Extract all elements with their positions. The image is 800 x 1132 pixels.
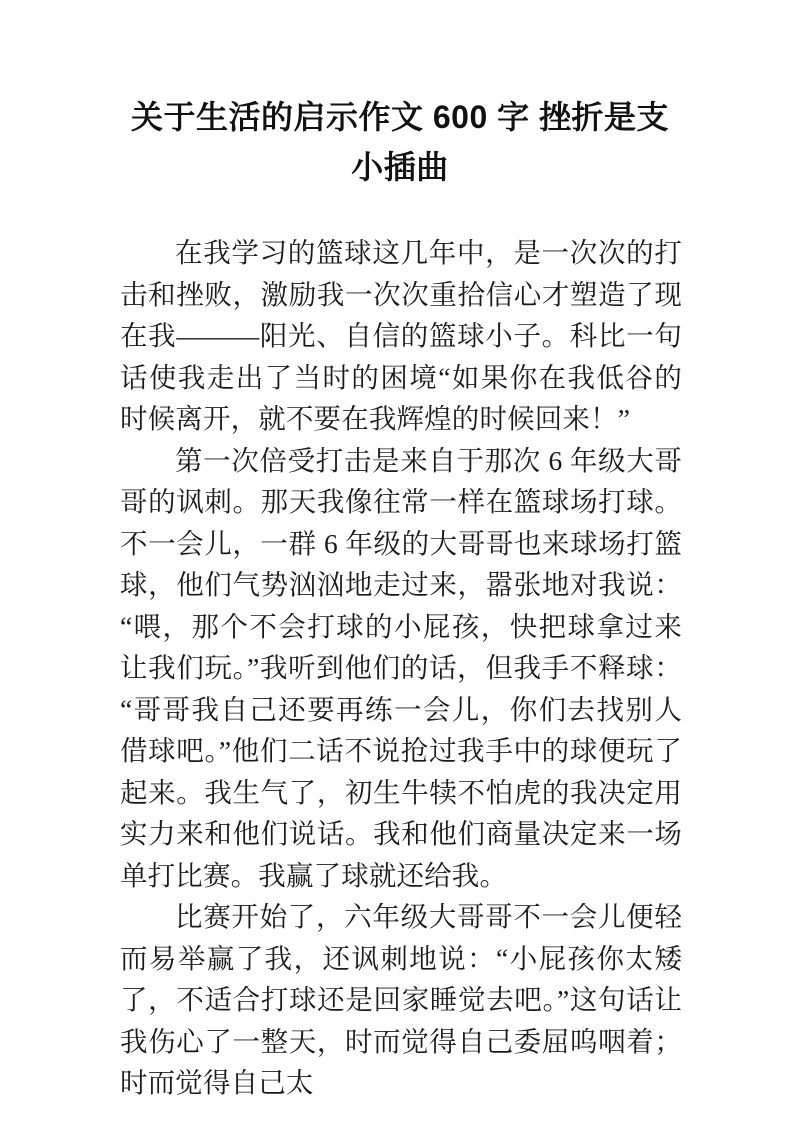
body-paragraph-1: 在我学习的篮球这几年中，是一次次的打击和挫败，激励我一次次重拾信心才塑造了现在我———阳光、自信的篮球小子。科比一句话使我走出了当时的困境“如果你在我低谷的时候离开，就不要在我辉煌的时候回来！” [120, 237, 682, 434]
page-title: 关于生活的启示作文 600 字 挫折是支小插曲 [130, 99, 670, 185]
body-paragraph-2: 第一次倍受打击是来自于那次 6 年级大哥哥的讽刺。那天我像往常一样在篮球场打球。不一会儿，一群 6 年级的大哥哥也来球场打篮球，他们气势汹汹地走过来，嚣张地对我说：“喂，那个不会打球的小屁孩，快把球拿过来让我们玩。”我听到他们的话，但我手不释球：“哥哥我自己还要再练一会儿，你们去找别人借球吧。”他们二话不说抢过我手中的球便玩了起来。我生气了，初生牛犊不怕虎的我决定用实力来和他们说话。我和他们商量决定来一场单打比赛。我赢了球就还给我。 [120, 444, 682, 891]
body-paragraph-3: 比赛开始了，六年级大哥哥不一会儿便轻而易举赢了我，还讽刺地说：“小屁孩你太矮了，不适合打球还是回家睡觉去吧。”这句话让我伤心了一整天，时而觉得自己委屈呜咽着；时而觉得自己太 [120, 901, 682, 1098]
document-body [120, 232, 682, 1104]
